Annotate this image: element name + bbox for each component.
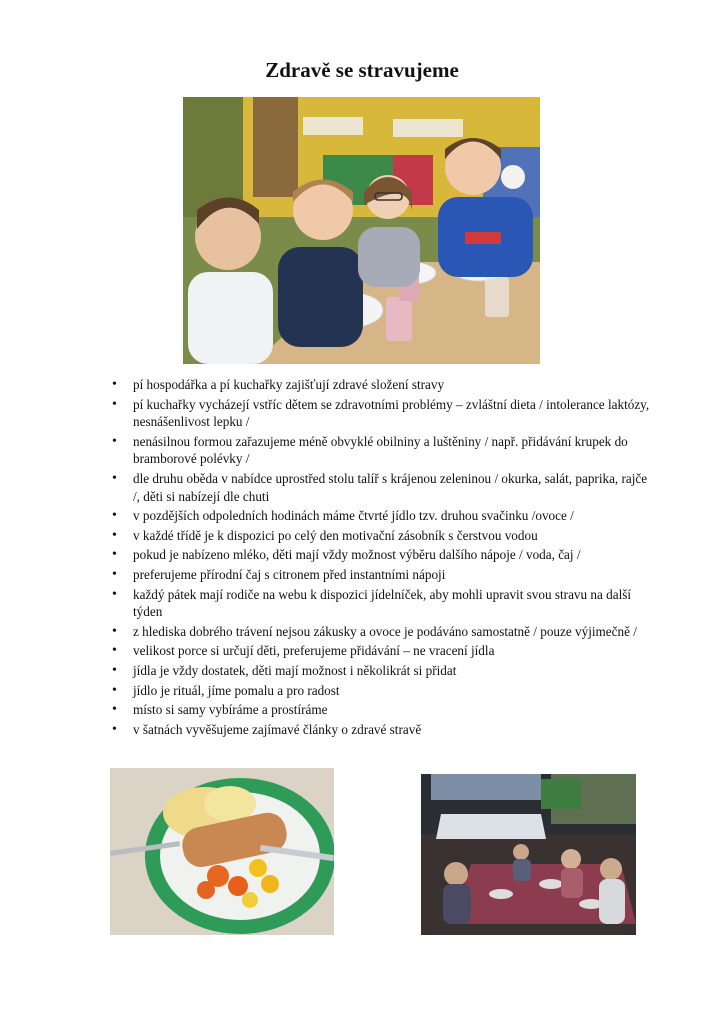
list-item: • místo si samy vybíráme a prostíráme <box>112 701 652 719</box>
list-item: • každý pátek mají rodiče na webu k dispozici jídelníček, aby mohli upravit svou stravu na další týden <box>112 586 652 621</box>
list-item: • dle druhu oběda v nabídce uprostřed stolu talíř s krájenou zeleninou / okurka, salát, paprika, rajče /, děti si nabízejí dle chuti <box>112 470 652 505</box>
list-item: • v pozdějších odpoledních hodinách máme čtvrté jídlo tzv. druhou svačinku /ovoce / <box>112 507 652 525</box>
list-item: • pí kuchařky vycházejí vstříc dětem se zdravotními problémy – zvláštní dieta / intolerance laktózy, nesnášenlivost lepku / <box>112 396 652 431</box>
page-title: Zdravě se stravujeme <box>265 58 459 82</box>
list-item: • pí hospodářka a pí kuchařky zajišťují zdravé složení stravy <box>112 376 652 394</box>
healthy-eating-list <box>112 376 652 740</box>
list-item: • jídlo je rituál, jíme pomalu a pro radost <box>112 682 652 700</box>
list-item: • velikost porce si určují děti, preferujeme přidávání – ne vracení jídla <box>112 642 652 660</box>
list-item: • preferujeme přírodní čaj s citronem před instantními nápoji <box>112 566 652 584</box>
list-item: • v šatnách vyvěšujeme zajímavé články o zdravé stravě <box>112 721 652 739</box>
list-item: • nenásilnou formou zařazujeme méně obvyklé obilniny a luštěniny / např. přidávání krupek do bramborové polévky / <box>112 433 652 468</box>
children-at-lunch-table-photo <box>183 97 540 364</box>
children-in-dining-room-photo <box>421 774 636 935</box>
list-item: • v každé třídě je k dispozici po celý den motivační zásobník s čerstvou vodou <box>112 527 652 545</box>
plate-with-food-photo <box>110 768 334 935</box>
list-item: • z hlediska dobrého trávení nejsou zákusky a ovoce je podáváno samostatně / pouze výjimečně / <box>112 623 652 641</box>
list-item: • pokud je nabízeno mléko, děti mají vždy možnost výběru dalšího nápoje / voda, čaj / <box>112 546 652 564</box>
list-item: • jídla je vždy dostatek, děti mají možnost i několikrát si přidat <box>112 662 652 680</box>
